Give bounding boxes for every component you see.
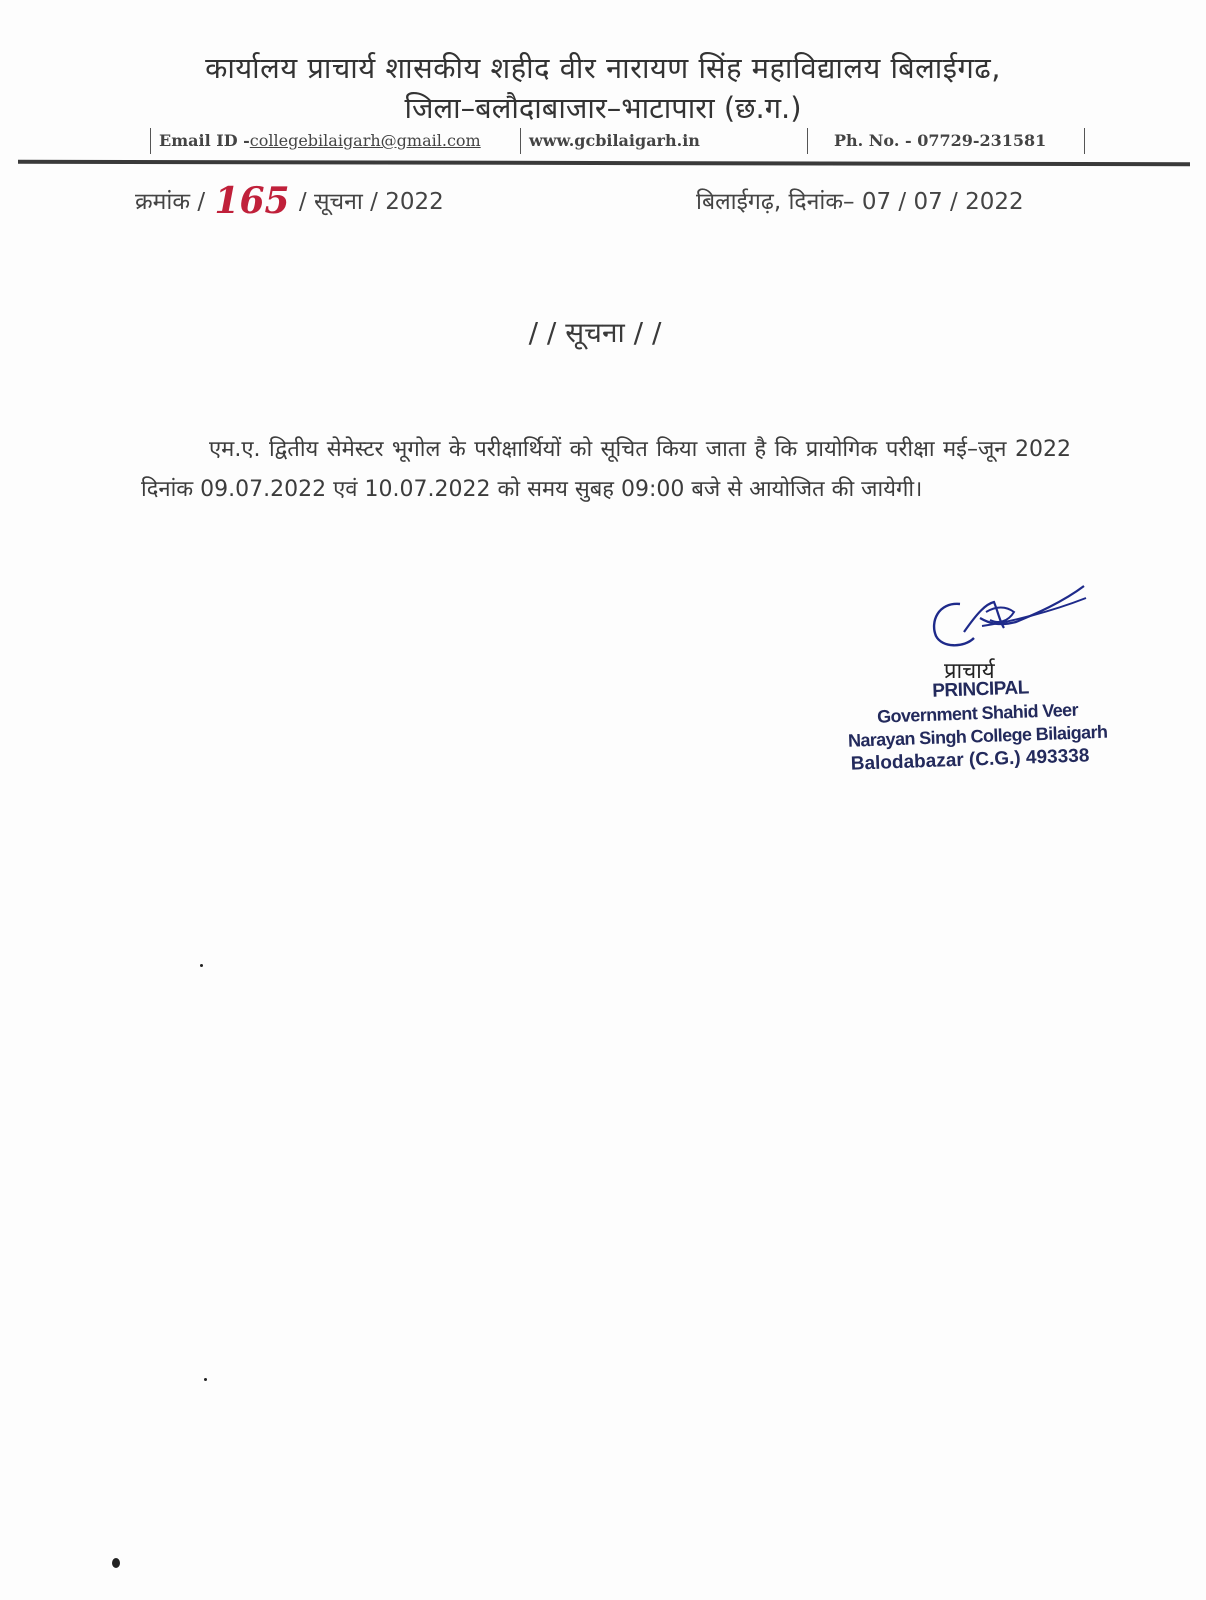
contact-divider — [1084, 128, 1085, 154]
email-link[interactable]: collegebilaigarh@gmail.com — [249, 131, 481, 150]
district-heading: जिला–बलौदाबाजार–भाटापारा (छ.ग.) — [404, 91, 802, 125]
notice-body: एम.ए. द्वितीय सेमेस्टर भूगोल के परीक्षार्थियों को सूचित किया जाता है कि प्रायोगिक परीक्षा मई–जून 2022 दिनांक 09.07.2022 एवं 10.07.2022 को समय सुबह 09:00 बजे से आयोजित की जायेगी। — [141, 437, 1071, 502]
place-date: बिलाईगढ़, दिनांक– 07 / 07 / 2022 — [696, 189, 1024, 215]
notice-title: / / सूचना / / — [528, 316, 662, 349]
principal-stamp — [840, 673, 1163, 776]
reference-line — [135, 180, 444, 222]
phone-cell — [807, 128, 1046, 154]
scan-speck — [112, 1558, 120, 1568]
email-label: Email ID - — [159, 131, 250, 150]
stamp-college-line1: Government Shahid Veer — [876, 699, 1079, 727]
email-cell — [150, 128, 481, 154]
reference-number: 165 — [214, 180, 290, 222]
website-cell — [520, 128, 700, 154]
phone-number: 07729-231581 — [917, 131, 1047, 150]
header-rule — [18, 160, 1190, 166]
office-heading: कार्यालय प्राचार्य शासकीय शहीद वीर नारायण सिंह महाविद्यालय बिलाईगढ, — [205, 51, 1001, 85]
scan-speck — [200, 964, 203, 967]
reference-prefix: क्रमांक / — [135, 189, 206, 215]
phone-label: Ph. No. - — [834, 131, 912, 150]
principal-title-hindi: प्राचार्य — [944, 659, 995, 684]
stamp-college-line2: Narayan Singh College Bilaigarh — [847, 721, 1108, 751]
website-link[interactable]: www.gcbilaigarh.in — [529, 131, 700, 150]
stamp-principal: PRINCIPAL — [931, 677, 1030, 702]
contact-strip — [150, 126, 1110, 156]
reference-suffix: / सूचना / 2022 — [298, 189, 444, 215]
scan-speck — [204, 1378, 207, 1381]
stamp-address: Balodabazar (C.G.) 493338 — [850, 745, 1090, 775]
